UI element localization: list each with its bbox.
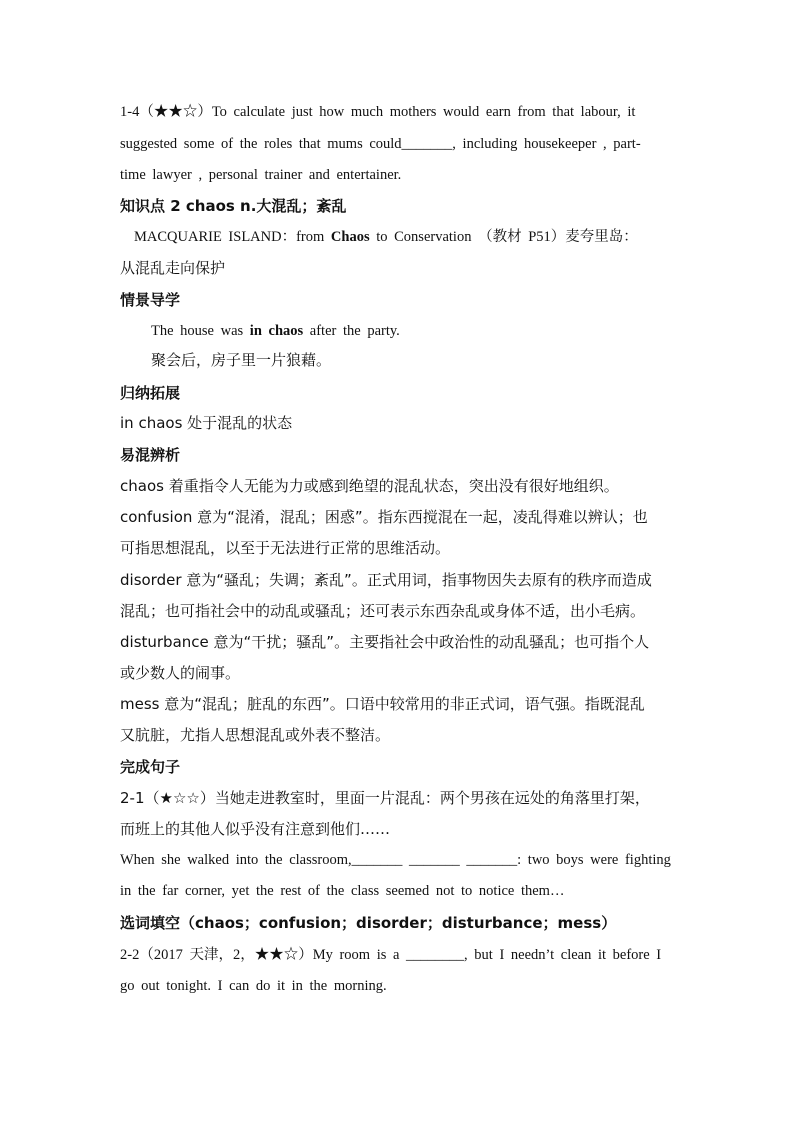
confusables-line: confusion 意为“混淆，混乱；困惑”。指东西搅混在一起，凌乱得难以辨认；也	[120, 508, 648, 526]
situation-example-pre: The house was	[151, 323, 250, 339]
confusables-line: mess 意为“混乱；脏乱的东西”。口语中较常用的非正式词，语气强。指既混乱	[120, 695, 645, 713]
situation-translation: 聚会后，房子里一片狼藉。	[151, 351, 332, 369]
situation-example-post: after the party.	[303, 323, 400, 339]
question-1-4-line-1: 1-4（★★☆）To calculate just how much mothers would earn from that labour, it	[120, 104, 636, 120]
confusables-line: 又肮脏，尤指人思想混乱或外表不整洁。	[120, 726, 391, 744]
source-line-1-pre: MACQUARIE ISLAND：from	[134, 229, 331, 245]
complete-heading: 完成句子	[120, 758, 181, 776]
confusables-line: chaos 着重指令人无能为力或感到绝望的混乱状态，突出没有很好地组织。	[120, 477, 619, 495]
question-2-2-line-1: 2-2（2017 天津，2，★★☆）My room is a ________, but I needn’t clean it before I	[120, 947, 662, 963]
question-1-4-line-3: time lawyer , personal trainer and entertainer.	[120, 167, 402, 183]
confusables-line: 混乱；也可指社会中的动乱或骚乱；还可表示东西杂乱或身体不适，出小毛病。	[120, 602, 646, 620]
source-line-1	[134, 227, 694, 247]
knowledge-point-2-heading: 知识点 2 chaos n.大混乱；紊乱	[120, 197, 347, 215]
confusables-heading: 易混辨析	[120, 446, 181, 464]
source-line-2: 从混乱走向保护	[120, 259, 226, 277]
situation-example-bold: in chaos	[249, 323, 304, 339]
question-1-4-line-2: suggested some of the roles that mums could_______, including housekeeper , part-	[120, 136, 641, 152]
question-2-1-cn-line-1: 2-1（★☆☆）当她走进教室时，里面一片混乱：两个男孩在远处的角落里打架，	[120, 789, 650, 807]
summary-heading: 归纳拓展	[120, 384, 181, 402]
question-2-1-en-line-1: When she walked into the classroom,_______ _______ _______: two boys were fighting	[120, 852, 671, 868]
summary-text: in chaos 处于混乱的状态	[120, 414, 293, 432]
source-line-1-post: to Conservation （教材 P51）麦夸里岛：	[369, 229, 638, 245]
source-line-1-bold: Chaos	[330, 229, 370, 245]
question-2-1-cn-line-2: 而班上的其他人似乎没有注意到他们……	[120, 820, 391, 838]
situation-heading: 情景导学	[120, 291, 181, 309]
fill-in-heading: 选词填空（chaos；confusion；disorder；disturbance；mess）	[120, 914, 617, 932]
situation-example	[151, 321, 711, 341]
confusables-line: disorder 意为“骚乱；失调；紊乱”。正式用词，指事物因失去原有的秩序而造成	[120, 571, 652, 589]
confusables-line: disturbance 意为“干扰；骚乱”。主要指社会中政治性的动乱骚乱；也可指个人	[120, 633, 650, 651]
question-2-1-en-line-2: in the far corner, yet the rest of the class seemed not to notice them…	[120, 883, 565, 899]
question-2-2-line-2: go out tonight. I can do it in the morning.	[120, 978, 387, 994]
confusables-line: 或少数人的闹事。	[120, 664, 241, 682]
confusables-line: 可指思想混乱，以至于无法进行正常的思维活动。	[120, 539, 451, 557]
